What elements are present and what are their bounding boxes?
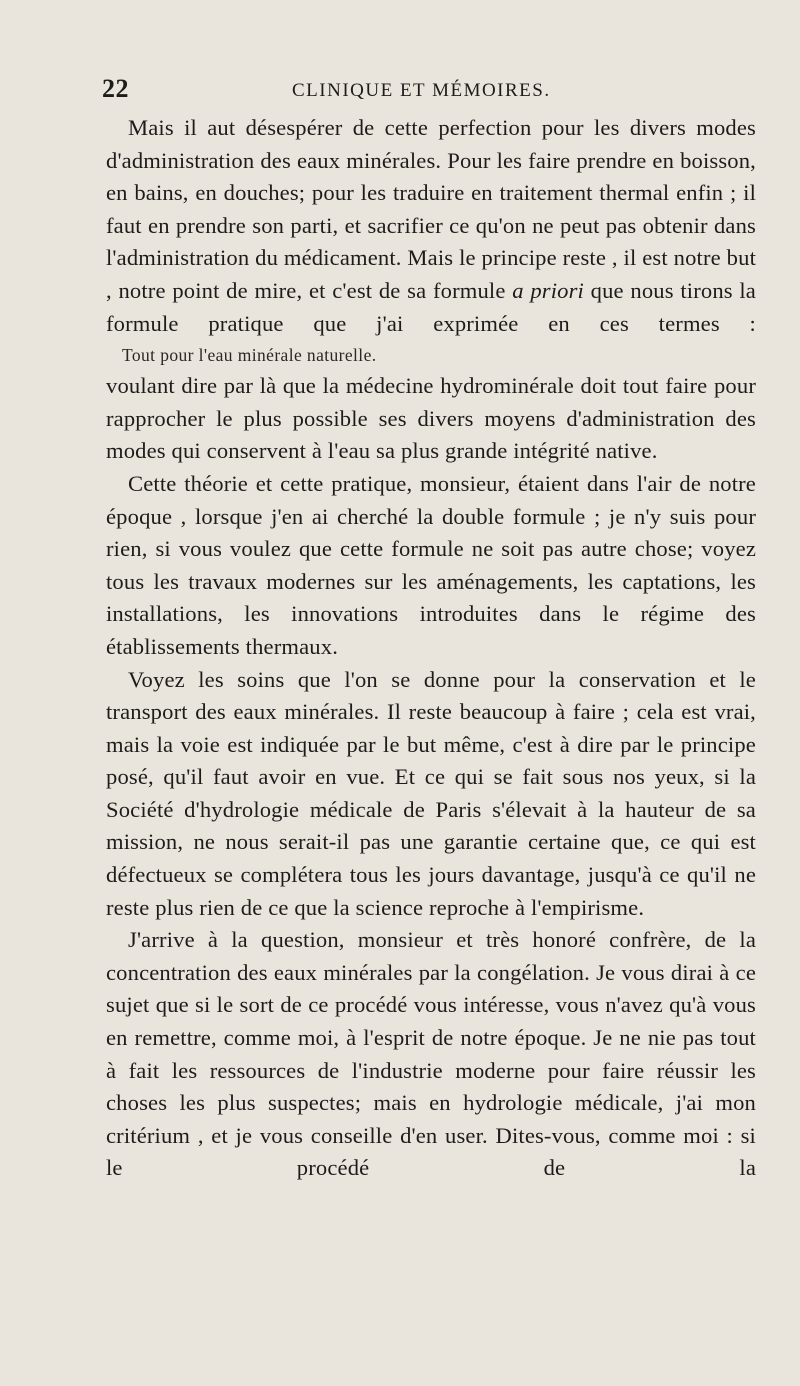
page-number: 22 (102, 74, 129, 103)
running-head (102, 74, 762, 108)
paragraph-1-text-a: Mais il aut désespérer de cette perfection pour les divers modes d'administration des eaux minérales. Pour les faire prendre en boisson, en bains, en douches; pour les traduire en traitement thermal enfin ; il faut en prendre son parti, et sacrifier ce qu'on ne peut pas obtenir dans l'administration du médicament. Mais le principe reste , il est notre but , notre point de mire, et c'est de sa formule (106, 115, 756, 303)
paragraph-3: Cette théorie et cette pratique, monsieur, étaient dans l'air de notre époque , lorsque j'en ai cherché la double formule ; je n'y suis pour rien, si vous voulez que cette formule ne soit pas autre chose; voyez tous les travaux modernes sur les aménagements, les captations, les installations, les innovations introduites dans le régime des établissements thermaux. (106, 470, 756, 659)
paragraph-2: voulant dire par là que la médecine hydrominérale doit tout faire pour rapprocher le plus possible ses divers moyens d'administration des modes qui conservent à l'eau sa plus grande intégrité native. (106, 373, 756, 464)
paragraph-5: J'arrive à la question, monsieur et très honoré confrère, de la concentration des eaux minérales par la congélation. Je vous dirai à ce sujet que si le sort de ce procédé vous intéresse, vous n'avez qu'à vous en remettre, comme moi, à l'esprit de notre époque. Je ne nie pas tout à fait les ressources de l'industrie moderne pour faire réussir les choses les plus suspectes; mais en hydrologie médicale, j'ai mon critérium , et je vous conseille d'en user. Dites-vous, comme moi : si le procédé de la (106, 927, 756, 1181)
paragraph-4: Voyez les soins que l'on se donne pour la conservation et le transport des eaux minérales. Il reste beaucoup à faire ; cela est vrai, mais la voie est indiquée par le but même, c'est à dire par le principe posé, qu'il faut avoir en vue. Et ce qui se fait sous nos yeux, si la Société d'hydrologie médicale de Paris s'élevait à la hauteur de sa mission, ne nous serait-il pas une garantie certaine que, ce qui est défectueux se complétera tous les jours davantage, jusqu'à ce qu'il ne reste plus rien de ce que la science reproche à l'empirisme. (106, 666, 756, 920)
running-title: CLINIQUE ET MÉMOIRES. (292, 80, 551, 101)
motto-line: Tout pour l'eau minérale naturelle. (122, 345, 377, 366)
paragraph-1-italic: a priori (512, 277, 584, 303)
paragraph-1 (106, 112, 756, 340)
paragraph-1-text-b: que nous tirons la formule pratique que j'ai exprimée en ces termes : (106, 277, 756, 336)
body-text (106, 112, 756, 1185)
